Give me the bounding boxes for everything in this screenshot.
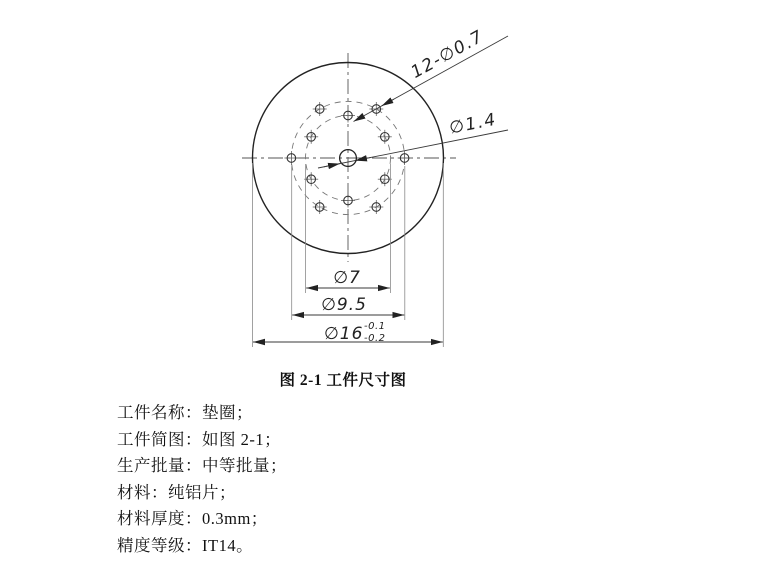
small-hole <box>304 130 318 144</box>
dim-label-d7: ∅7 <box>333 268 361 288</box>
small-hole <box>341 194 355 208</box>
small-hole <box>284 151 298 165</box>
spec-line-material: 材料：纯铝片； <box>117 482 236 502</box>
dim-label-d9-5: ∅9.5 <box>321 295 367 315</box>
small-hole <box>341 109 355 123</box>
figure-caption: 图 2-1 工件尺寸图 <box>279 372 407 389</box>
small-hole <box>369 200 383 214</box>
small-hole <box>398 151 412 165</box>
spec-line-sketch: 工件简图：如图 2-1； <box>117 429 282 449</box>
spec-list <box>117 400 287 560</box>
dim-label-d16: ∅16 <box>324 324 364 344</box>
small-hole <box>378 130 392 144</box>
dim-tolerance-upper: -0.1 <box>364 321 386 332</box>
leader-label-center-hole: ∅1.4 <box>447 109 499 139</box>
leader-center-hole <box>318 110 508 168</box>
small-hole <box>378 172 392 186</box>
dim-tolerance-lower: -0.2 <box>364 333 386 344</box>
small-hole <box>304 172 318 186</box>
small-hole <box>313 102 327 116</box>
spec-line-thickness: 材料厚度：0.3mm； <box>117 509 268 529</box>
leader-label-holes: 12-∅0.7 <box>407 26 488 83</box>
small-hole <box>313 200 327 214</box>
spec-line-batch: 生产批量：中等批量； <box>117 456 287 476</box>
spec-line-precision: 精度等级：IT14。 <box>117 535 254 555</box>
spec-line-name: 工件名称：垫圈； <box>117 403 253 422</box>
